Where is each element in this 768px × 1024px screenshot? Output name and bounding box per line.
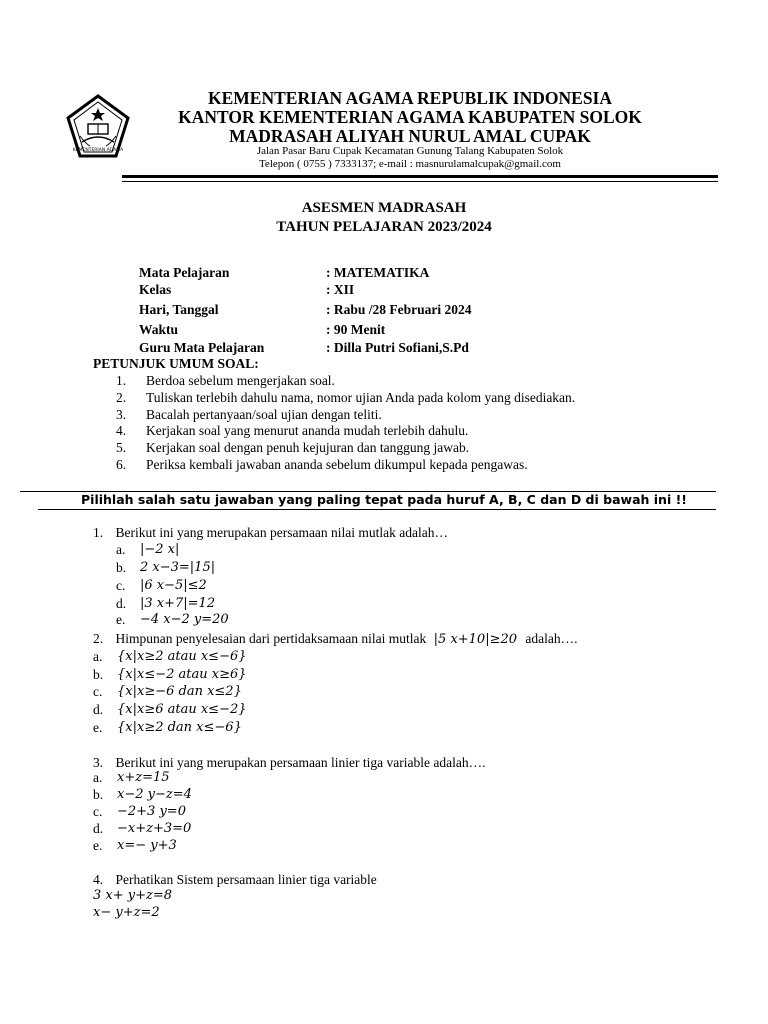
option-math: x=− y+3 — [117, 838, 177, 853]
letterhead-office: KANTOR KEMENTERIAN AGAMA KABUPATEN SOLOK — [178, 107, 642, 127]
divider-bottom — [38, 509, 716, 510]
instruction-text: Tuliskan terlebih dahulu nama, nomor ujian Anda pada kolom yang disediakan. — [146, 390, 576, 405]
option-letter: e. — [93, 838, 103, 853]
question-math: |5 x+10|≥20 — [433, 632, 518, 647]
madrasah-emblem-icon — [66, 94, 130, 174]
exam-year: TAHUN PELAJARAN 2023/2024 — [276, 219, 492, 235]
instruction-number: 3. — [116, 407, 127, 422]
question-4 — [93, 872, 377, 888]
question-text: Himpunan penyelesaian dari pertidaksamaan nilai mutlak — [115, 631, 427, 646]
equation-2: x− y+z=2 — [93, 905, 160, 920]
option-math: |6 x−5|≤2 — [140, 578, 207, 593]
info-label: Hari, Tanggal — [139, 302, 219, 317]
option-math: |−2 x| — [140, 542, 180, 557]
instruction-number: 5. — [116, 440, 127, 455]
option-letter: d. — [93, 821, 104, 836]
question-2 — [93, 631, 578, 647]
question-text: Berikut ini yang merupakan persamaan linier tiga variable adalah…. — [115, 755, 486, 770]
question-text-end: adalah…. — [525, 631, 578, 646]
option-letter: e. — [116, 612, 126, 627]
option-math: x−2 y−z=4 — [117, 787, 192, 802]
letterhead-rule-thick — [122, 175, 718, 178]
option-math: {x|x≥6 atau x≤−2} — [117, 702, 247, 717]
letterhead-school: MADRASAH ALIYAH NURUL AMAL CUPAK — [229, 126, 591, 146]
letterhead-ministry: KEMENTERIAN AGAMA REPUBLIK INDONESIA — [207, 88, 612, 108]
logo-text: KEMENTERIAN AGAMA — [72, 148, 124, 153]
instruction-text: Periksa kembali jawaban ananda sebelum dikumpul kepada pengawas. — [146, 457, 528, 472]
option-letter: c. — [93, 804, 103, 819]
option-math: 2 x−3=|15| — [140, 560, 216, 575]
info-value: : Dilla Putri Sofiani,S.Pd — [326, 340, 469, 355]
question-1 — [93, 525, 448, 541]
info-value: : 90 Menit — [326, 322, 386, 337]
question-number: 1. — [93, 525, 104, 540]
option-math: −x+z+3=0 — [117, 821, 192, 836]
info-value: : MATEMATIKA — [326, 265, 430, 280]
option-letter: c. — [93, 684, 103, 699]
question-number: 3. — [93, 755, 104, 770]
instruction-text: Kerjakan soal dengan penuh kejujuran dan tanggung jawab. — [146, 440, 470, 455]
option-letter: c. — [116, 578, 126, 593]
option-letter: b. — [116, 560, 127, 575]
option-letter: d. — [93, 702, 104, 717]
option-letter: a. — [93, 770, 103, 785]
option-math: −2+3 y=0 — [117, 804, 186, 819]
letterhead-rule-thin — [122, 181, 718, 182]
option-letter: a. — [116, 542, 126, 557]
instruction-number: 6. — [116, 457, 127, 472]
info-label: Guru Mata Pelajaran — [139, 340, 265, 355]
answer-instruction: Pilihlah salah satu jawaban yang paling tepat pada huruf A, B, C dan D di bawah ini !! — [81, 492, 687, 507]
option-math: {x|x≥2 atau x≤−6} — [117, 649, 247, 664]
question-text: Berikut ini yang merupakan persamaan nilai mutlak adalah… — [115, 525, 449, 540]
instruction-text: Kerjakan soal yang menurut ananda mudah terlebih dahulu. — [146, 423, 469, 438]
option-letter: e. — [93, 720, 103, 735]
question-3 — [93, 755, 485, 771]
question-text: Perhatikan Sistem persamaan linier tiga variable — [115, 872, 377, 887]
option-letter: a. — [93, 649, 103, 664]
option-letter: b. — [93, 667, 104, 682]
option-math: −4 x−2 y=20 — [140, 612, 229, 627]
instruction-text: Berdoa sebelum mengerjakan soal. — [146, 373, 335, 388]
option-math: {x|x≥2 dan x≤−6} — [117, 720, 242, 735]
option-math: x+z=15 — [117, 770, 170, 785]
info-label: Mata Pelajaran — [139, 265, 230, 280]
option-math: {x|x≥−6 dan x≤2} — [117, 684, 242, 699]
option-math: {x|x≤−2 atau x≥6} — [117, 667, 247, 682]
info-value: : Rabu /28 Februari 2024 — [326, 302, 472, 317]
question-number: 4. — [93, 872, 104, 887]
option-letter: b. — [93, 787, 104, 802]
equation-1: 3 x+ y+z=8 — [93, 888, 173, 903]
info-value: : XII — [326, 282, 355, 297]
instruction-number: 1. — [116, 373, 127, 388]
question-number: 2. — [93, 631, 104, 646]
info-label: Waktu — [139, 322, 179, 337]
instruction-text: Bacalah pertanyaan/soal ujian dengan teliti. — [146, 407, 382, 422]
info-label: Kelas — [139, 282, 172, 297]
letterhead-contact: Telepon ( 0755 ) 7333137; e-mail : masnurulamalcupak@gmail.com — [258, 158, 561, 170]
instruction-number: 4. — [116, 423, 127, 438]
option-letter: d. — [116, 596, 127, 611]
exam-title: ASESMEN MADRASAH — [301, 200, 467, 216]
instructions-heading: PETUNJUK UMUM SOAL: — [93, 356, 259, 371]
option-math: |3 x+7|=12 — [140, 596, 216, 611]
letterhead-address: Jalan Pasar Baru Cupak Kecamatan Gunung Talang Kabupaten Solok — [256, 145, 564, 157]
instruction-number: 2. — [116, 390, 127, 405]
